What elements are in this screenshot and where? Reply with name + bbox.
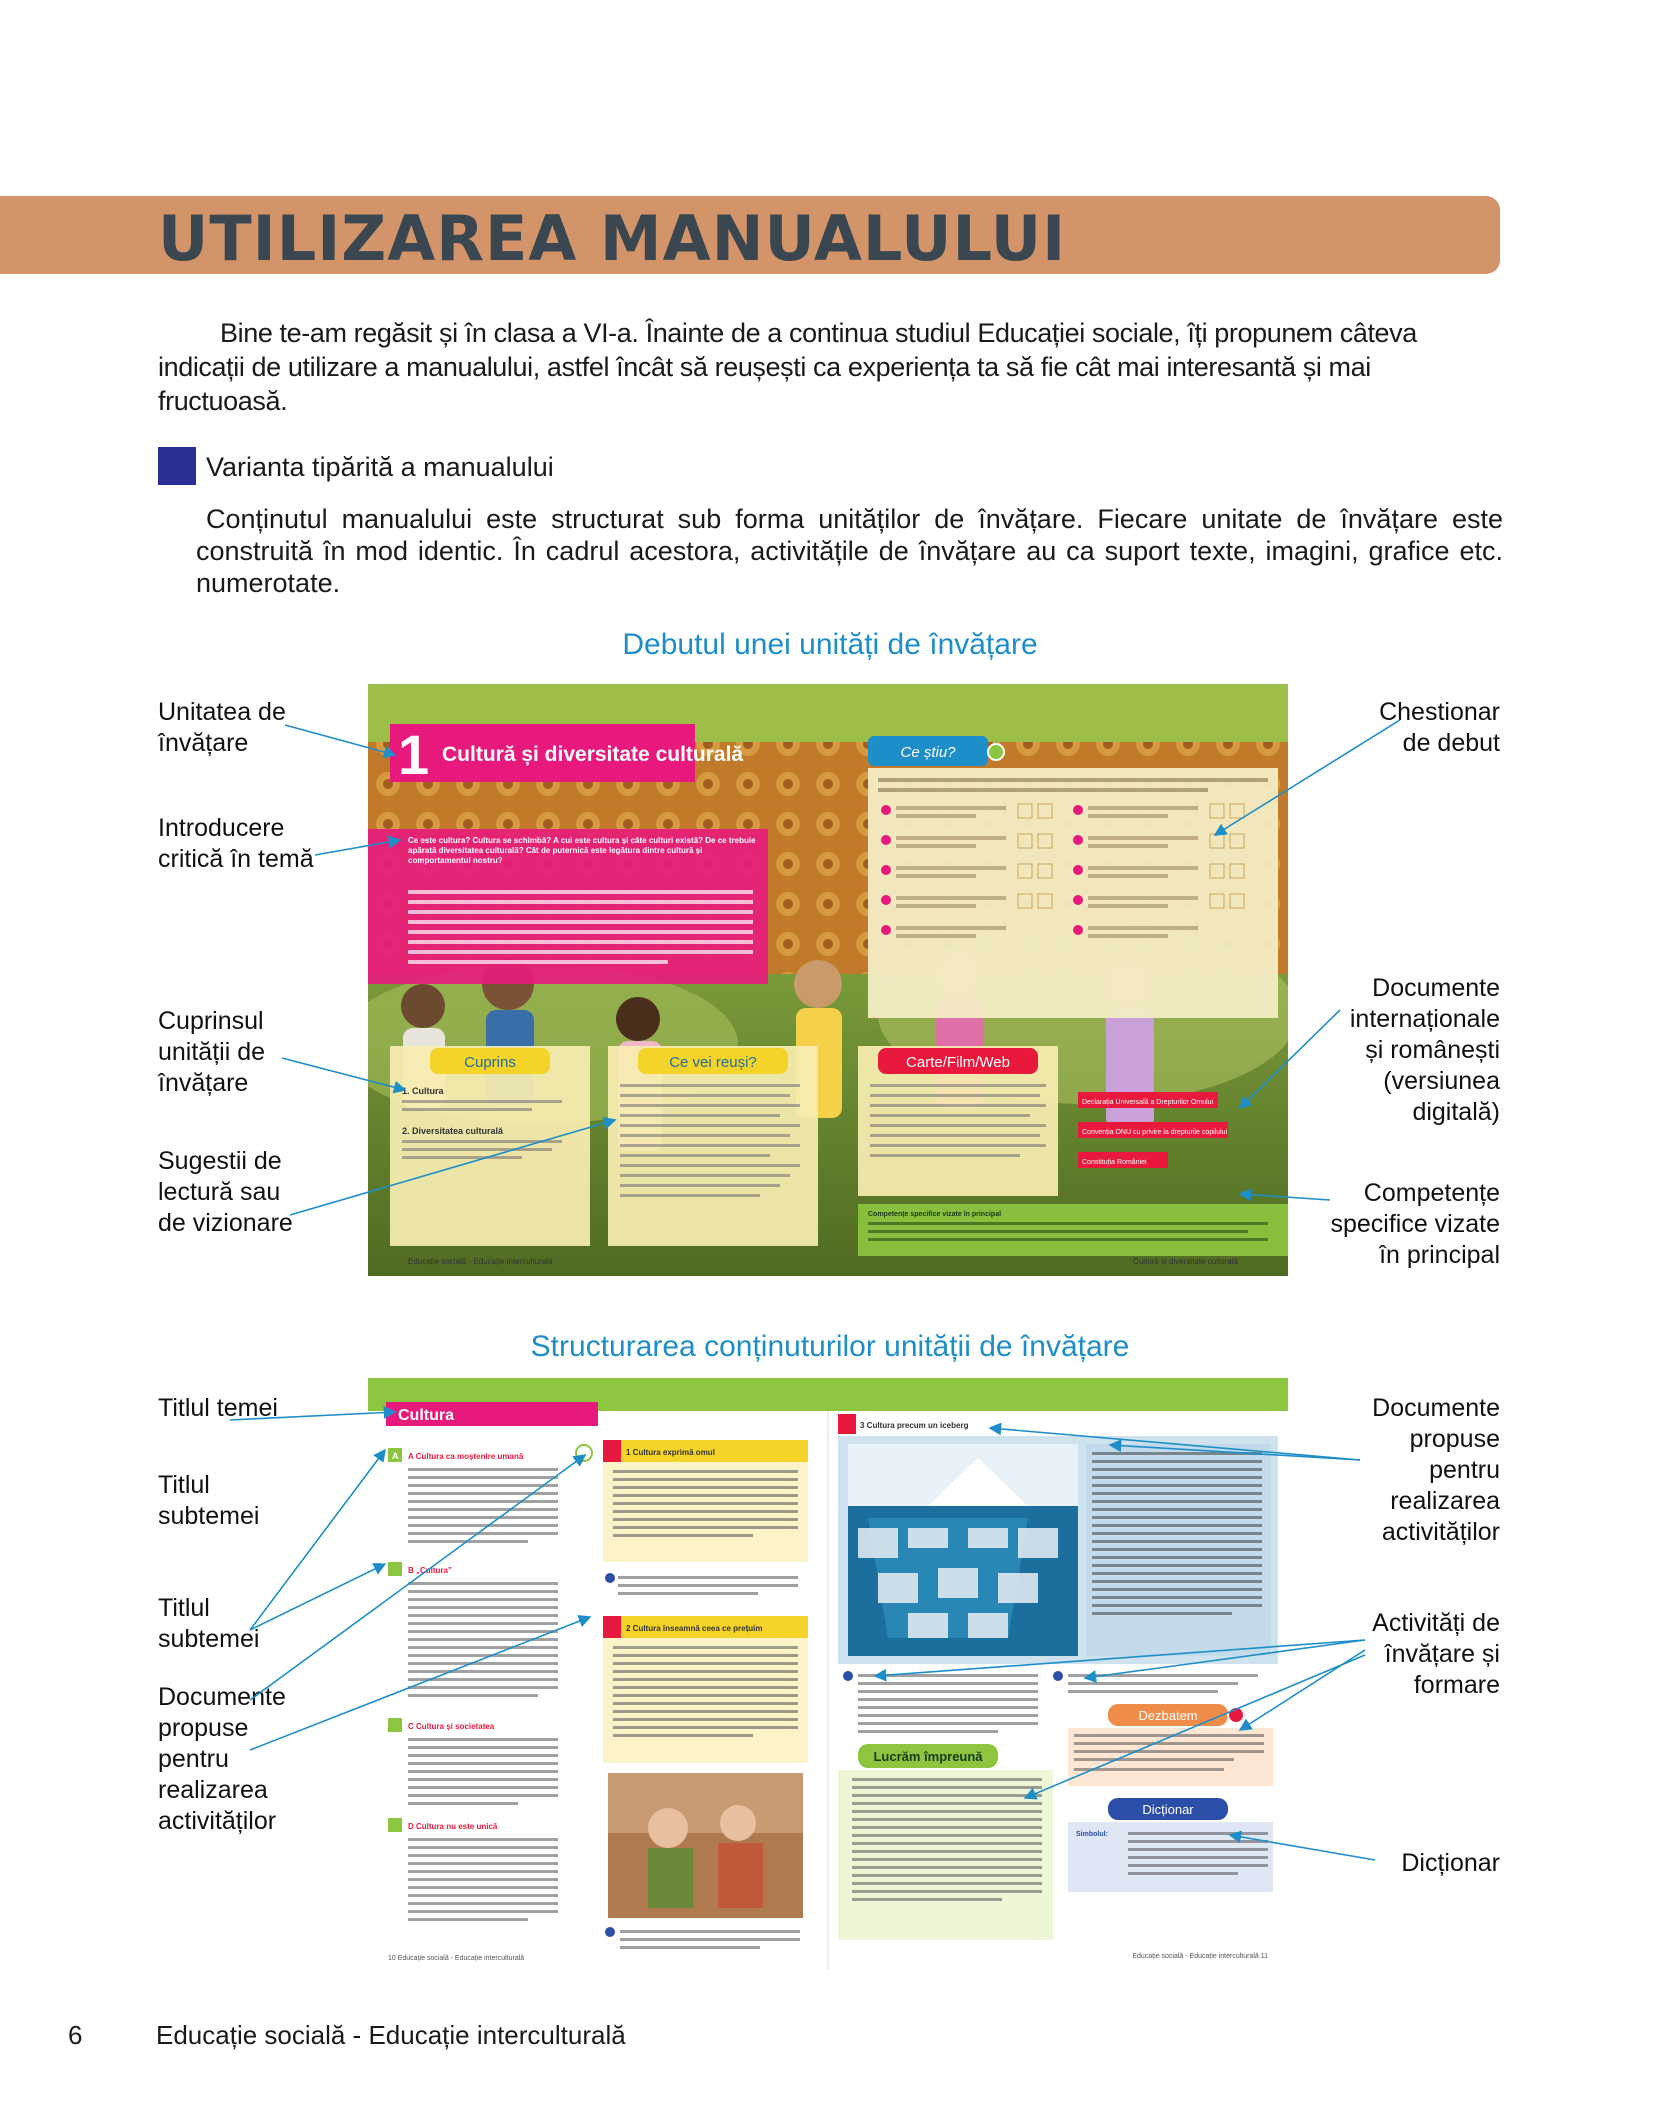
subtema-c: C Cultura și societatea: [408, 1722, 495, 1731]
subtema-b: B „Cultura”: [408, 1566, 452, 1575]
intro-question: Ce este cultura? Cultura se schimbă? A cui este cultura și câte culturi există? De ce trebuie apărată diversitatea culturală? Cât de puternică este legătura dintre cultură și comportamentul nostru?: [408, 836, 756, 865]
doc-declaratia: Declarația Universală a Drepturilor Omului: [1082, 1099, 1214, 1106]
page-right-footer: Educație socială - Educație interculturală 11: [1132, 1953, 1268, 1960]
label-unitatea: Unitatea de învățare: [158, 698, 286, 757]
dictionary-word: Simbolul:: [1076, 1831, 1108, 1838]
label-titlul-temei: Titlul temei: [158, 1394, 278, 1422]
label-competente: Competențe specifice vizate în principal: [1330, 1179, 1500, 1269]
cuprins-item-1: 1. Cultura: [402, 1086, 444, 1096]
ce-vei-reusi-title: Ce vei reuși?: [669, 1054, 757, 1071]
dezbatem-label: Dezbatem: [1138, 1708, 1198, 1723]
section-title: Varianta tipărită a manualului: [206, 452, 554, 482]
page-title: UTILIZAREA MANUALULUI: [158, 202, 1067, 275]
doc-2-title: 2 Cultura înseamnă ceea ce prețuim: [626, 1624, 763, 1633]
cuprins-title: Cuprins: [464, 1054, 516, 1071]
label-sugestii: Sugestii de lectură sau de vizionare: [158, 1147, 293, 1237]
lucram-impreuna-label: Lucrăm împreună: [873, 1749, 983, 1764]
label-titlul-subtemei-1: Titlul subtemei: [158, 1471, 260, 1530]
tema-title: Cultura: [398, 1407, 454, 1424]
spread1-footer-right: Cultură și diversitate culturală: [1133, 1257, 1238, 1266]
subtema-a: A Cultura ca moștenire umană: [408, 1452, 524, 1461]
label-documente-right: Documente propuse pentru realizarea activităților: [1372, 1394, 1500, 1546]
label-activitati: Activități de învățare și formare: [1372, 1609, 1500, 1699]
subtema-d: D Cultura nu este unică: [408, 1822, 498, 1831]
doc-conventia: Convenția ONU cu privire la drepturile copilului: [1082, 1129, 1228, 1136]
label-titlul-subtemei-2: Titlul subtemei: [158, 1594, 260, 1653]
carte-film-web-title: Carte/Film/Web: [906, 1054, 1010, 1071]
label-cuprinsul: Cuprinsul unității de învățare: [158, 1007, 266, 1097]
dictionar-label: Dicționar: [1142, 1802, 1194, 1817]
figure2-caption: Structurarea conținuturilor unității de învățare: [530, 1330, 1130, 1363]
spread1-footer-left: Educație socială - Educație interculturală: [408, 1257, 553, 1266]
competente-title: Competențe specifice vizate în principal: [868, 1211, 1002, 1218]
page-left-footer: 10 Educație socială - Educație interculturală: [388, 1955, 525, 1962]
cuprins-item-2: 2. Diversitatea culturală: [402, 1126, 504, 1136]
label-dictionar: Dicționar: [1401, 1849, 1500, 1877]
svg-text:A: A: [392, 1451, 399, 1461]
ce-stiu-label: Ce știu?: [900, 744, 956, 761]
unit-title: Cultură și diversitate culturală: [442, 743, 744, 766]
doc-constitutia: Constituția României: [1082, 1159, 1147, 1166]
figure1-caption: Debutul unei unități de învățare: [622, 628, 1038, 661]
label-introducere: Introducere critică în temă: [158, 814, 314, 873]
unit-number: 1: [398, 723, 430, 786]
footer-title: Educație socială - Educație interculturală: [156, 2020, 626, 2050]
label-documente-int: Documente internaționale și românești (versiunea digitală): [1349, 974, 1500, 1126]
doc-1-title: 1 Cultura exprimă omul: [626, 1448, 715, 1457]
doc-3-title: 3 Cultura precum un iceberg: [860, 1421, 969, 1430]
label-chestionar: Chestionar de debut: [1379, 698, 1500, 757]
intro-paragraph: Bine te-am regăsit și în clasa a VI-a. Înainte de a continua studiul Educației sociale, îți propunem câteva indicații de utilizare a manualului, astfel încât să reușești ca experiența ta să fie cât mai interesantă și mai fructuoasă.: [158, 318, 1417, 416]
page-number: 6: [68, 2020, 83, 2050]
label-documente-left: Documente propuse pentru realizarea activităților: [158, 1683, 286, 1835]
section-body: Conținutul manualului este structurat sub forma unităților de învățare. Fiecare unitate de învățare este construită în mod identic. În cadrul acestora, activitățile de învățare au ca suport texte, imagini, grafice etc. numerotate.: [196, 504, 1503, 598]
